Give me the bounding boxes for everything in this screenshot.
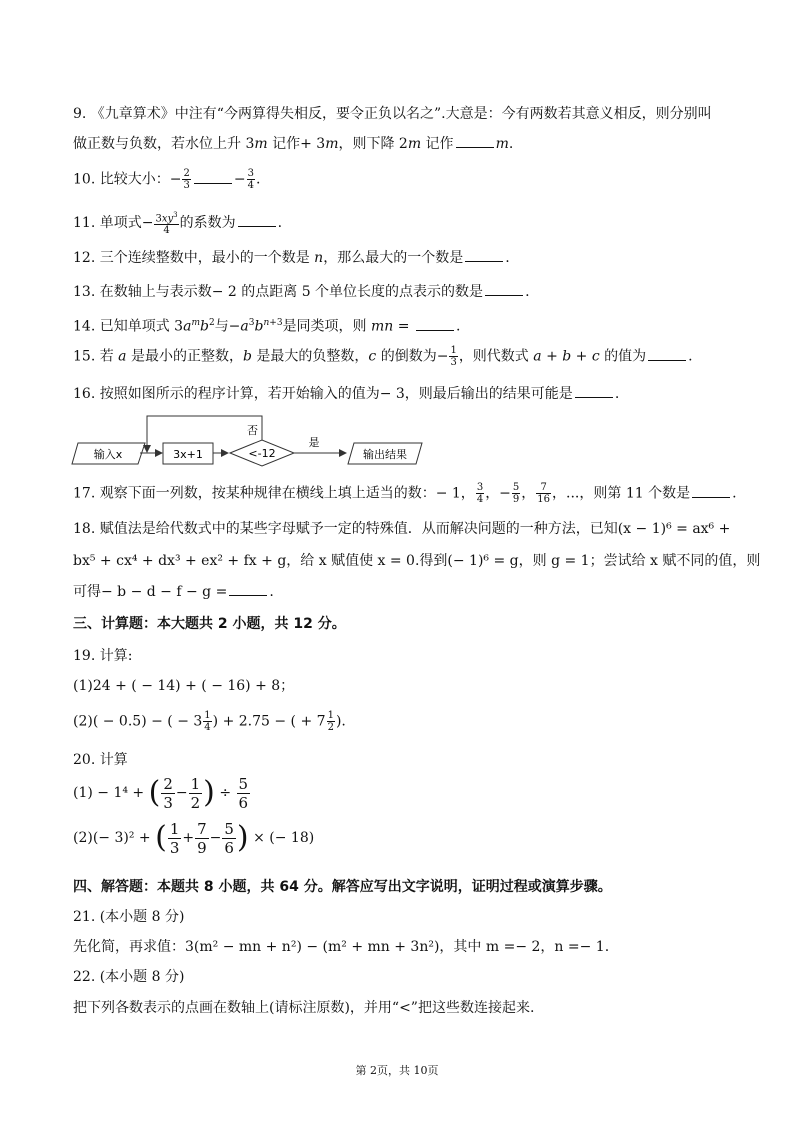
answer-blank[interactable] bbox=[416, 316, 454, 331]
flow-no-label: 否 bbox=[247, 424, 258, 437]
question-20-label: 20. 计算 bbox=[73, 752, 128, 768]
question-14: 14. 已知单项式 $3a^mb^2$与$-a^3b^{n+3}$是同类项，则 mn = . bbox=[73, 312, 460, 338]
answer-blank[interactable] bbox=[485, 281, 523, 296]
question-21-text: 先化简，再求值：3(m² − mn + n²) − (m² + mn + 3n²)，其中 m =− 2，n =− 1. bbox=[73, 939, 610, 955]
question-22-label: 22. (本小题 8 分) bbox=[73, 969, 185, 985]
question-17: 17. 观察下面一列数，按某种规律在横线上填上适当的数：− 1， $\frac{3}{4}$ ，− $\frac{5}{9}$ ， $\frac{7}{16}$ ，...，则第 11 个数是 . bbox=[73, 482, 737, 505]
answer-blank[interactable] bbox=[194, 169, 232, 184]
question-21-label: 21. (本小题 8 分) bbox=[73, 909, 185, 925]
question-20-part-1: (1) − 1⁴ + ( $\frac{2}{3}$ − $\frac{1}{2}$ ) ÷ $\frac{5}{6}$ bbox=[73, 774, 249, 812]
question-9-line-1: 9. 《九章算术》中注有“今两算得失相反，要令正负以名之”.大意是：今有两数若其意义相反，则分别叫 bbox=[73, 106, 712, 122]
section-4-heading: 四、解答题：本题共 8 小题，共 64 分。解答应写出文字说明，证明过程或演算步骤。 bbox=[73, 879, 612, 895]
flow-process-label: 3x+1 bbox=[173, 448, 203, 461]
question-13: 13. 在数轴上与表示数− 2 的点距离 5 个单位长度的点表示的数是 . bbox=[73, 281, 530, 303]
question-11: 11. 单项式− $\frac{3xy^3}{4}$ 的系数为 . bbox=[73, 211, 283, 237]
question-15: 15. 若 a 是最小的正整数，b 是最大的负整数，c 的倒数为− $\frac{1}{3}$ ，则代数式 a + b + c 的值为 . bbox=[73, 345, 693, 368]
question-10: 10. 比较大小：− $\frac{2}{3}$ − $\frac{3}{4}$ . bbox=[73, 168, 261, 191]
answer-blank[interactable] bbox=[456, 133, 494, 148]
question-12: 12. 三个连续整数中，最小的一个数是 n，那么最大的一个数是 . bbox=[73, 247, 510, 269]
flow-yes-label: 是 bbox=[308, 436, 320, 449]
question-16: 16. 按照如图所示的程序计算，若开始输入的值为− 3，则最后输出的结果可能是 . bbox=[73, 383, 619, 405]
flow-output-label: 输出结果 bbox=[363, 448, 407, 461]
question-19-part-1: (1)24 + ( − 14) + ( − 16) + 8； bbox=[73, 678, 295, 694]
answer-blank[interactable] bbox=[465, 247, 503, 262]
answer-blank[interactable] bbox=[238, 212, 276, 227]
question-22-text: 把下列各数表示的点画在数轴上(请标注原数)，并用“<”把这些数连接起来. bbox=[73, 1000, 535, 1016]
page-footer: 第 2页，共 10页 bbox=[355, 1064, 439, 1077]
program-flowchart bbox=[70, 410, 430, 472]
question-9-line-2: 做正数与负数，若水位上升 3m 记作+ 3m，则下降 2m 记作 m. bbox=[73, 133, 513, 155]
question-19-label: 19. 计算: bbox=[73, 648, 133, 664]
answer-blank[interactable] bbox=[229, 581, 267, 596]
question-19-part-2: (2)( − 0.5) − ( − 3 $\frac{1}{4}$ ) + 2.75 − ( + 7 $\frac{1}{2}$ ). bbox=[73, 710, 346, 733]
answer-blank[interactable] bbox=[575, 383, 613, 398]
question-18-line-3: 可得− b − d − f − g = . bbox=[73, 581, 274, 603]
answer-blank[interactable] bbox=[648, 346, 686, 361]
section-3-heading: 三、计算题：本大题共 2 小题，共 12 分。 bbox=[73, 616, 346, 632]
answer-blank[interactable] bbox=[692, 483, 730, 498]
flow-decision-label: <-12 bbox=[248, 447, 276, 460]
flow-input-label: 输入x bbox=[93, 448, 123, 461]
question-20-part-2: (2)(− 3)² + ( $\frac{1}{3}$ + $\frac{7}{9}$ − $\frac{5}{6}$ ) × (− 18) bbox=[73, 819, 315, 857]
question-18-line-2: bx⁵ + cx⁴ + dx³ + ex² + fx + g，给 x 赋值使 x = 0.得到(− 1)⁶ = g，则 g = 1；尝试给 x 赋不同的值，则 bbox=[73, 553, 761, 569]
question-18-line-1: 18. 赋值法是给代数式中的某些字母赋予一定的特殊值．从而解决问题的一种方法，已知(x − 1)⁶ = ax⁶ + bbox=[73, 521, 731, 537]
